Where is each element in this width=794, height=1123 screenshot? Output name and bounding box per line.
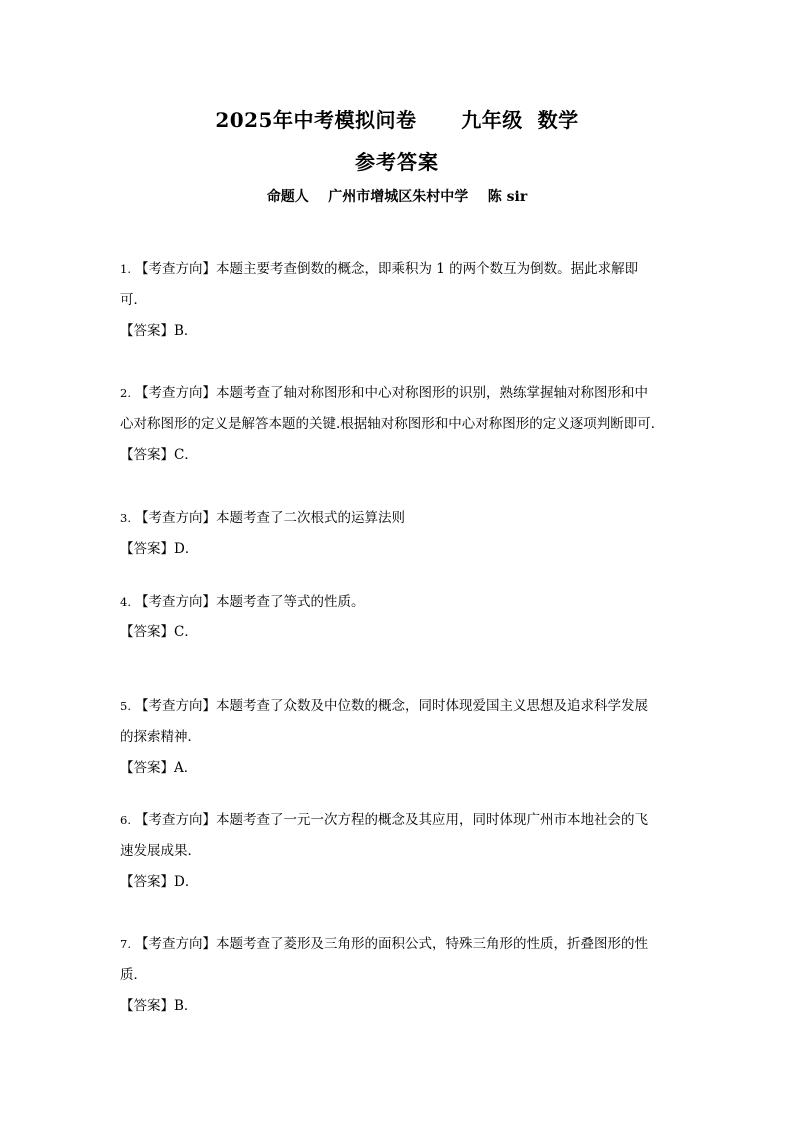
answer-value: B．: [174, 323, 198, 339]
page-title: 2025年中考模拟问卷 九年级 数学: [215, 108, 579, 132]
question-3-direction: [120, 508, 405, 528]
question-7-direction: [120, 934, 648, 954]
question-1-direction: [120, 259, 638, 279]
direction-text: 本题考查了二次根式的运算法则: [215, 510, 405, 526]
direction-label: 【考查方向】: [134, 936, 216, 952]
direction-label: 【考查方向】: [134, 812, 216, 828]
question-number: 6.: [120, 813, 131, 827]
answer-label: 【答案】: [120, 998, 174, 1014]
direction-text: 本题考查了一元一次方程的概念及其应用，同时体现广州市本地社会的飞: [215, 812, 648, 828]
question-number: 4.: [120, 595, 131, 609]
direction-text: 本题主要考查倒数的概念，即乘积为 1 的两个数互为倒数。据此求解即: [215, 261, 639, 277]
question-2-answer: [120, 445, 198, 465]
answer-label: 【答案】: [120, 541, 174, 557]
question-number: 1.: [120, 262, 131, 276]
question-number: 2.: [120, 386, 131, 400]
question-1-continuation: 可．: [120, 292, 147, 308]
direction-text: 本题考查了轴对称图形和中心对称图形的识别，熟练掌握轴对称图形和中: [215, 385, 648, 401]
question-7-continuation: 质．: [120, 967, 147, 983]
question-number: 5.: [120, 699, 131, 713]
question-6-direction: [120, 810, 648, 830]
question-4-direction: [120, 592, 364, 612]
direction-label: 【考查方向】: [134, 385, 216, 401]
answer-label: 【答案】: [120, 323, 174, 339]
direction-text: 本题考查了菱形及三角形的面积公式，特殊三角形的性质，折叠图形的性: [215, 936, 648, 952]
direction-label: 【考查方向】: [134, 261, 216, 277]
question-6-answer: [120, 872, 198, 892]
answer-value: D．: [174, 541, 199, 557]
direction-text: 本题考查了等式的性质。: [215, 594, 365, 610]
question-5-answer: [120, 758, 197, 778]
question-1-answer: [120, 321, 197, 341]
question-4-answer: [120, 622, 198, 642]
answer-value: C．: [174, 447, 198, 463]
answer-label: 【答案】: [120, 874, 174, 890]
question-2-continuation: 心对称图形的定义是解答本题的关键.根据轴对称图形和中心对称图形的定义逐项判断即可．: [120, 416, 665, 432]
question-7-answer: [120, 996, 197, 1016]
direction-label: 【考查方向】: [134, 594, 216, 610]
question-number: 7.: [120, 937, 131, 951]
question-3-answer: [120, 539, 198, 559]
page-subtitle: 参考答案: [355, 150, 439, 174]
answer-label: 【答案】: [120, 624, 174, 640]
question-6-continuation: 速发展成果．: [120, 843, 201, 859]
answer-value: B．: [174, 998, 198, 1014]
answer-value: A．: [174, 760, 198, 776]
answer-label: 【答案】: [120, 447, 174, 463]
answer-value: C．: [174, 624, 198, 640]
author-line: 命题人 广州市增城区朱村中学 陈 sir: [266, 189, 528, 205]
direction-text: 本题考查了众数及中位数的概念，同时体现爱国主义思想及追求科学发展: [215, 698, 648, 714]
question-number: 3.: [120, 511, 131, 525]
direction-label: 【考查方向】: [134, 698, 216, 714]
answer-label: 【答案】: [120, 760, 174, 776]
answer-value: D．: [174, 874, 199, 890]
question-5-continuation: 的探索精神．: [120, 729, 201, 745]
question-2-direction: [120, 383, 648, 403]
direction-label: 【考查方向】: [134, 510, 216, 526]
question-5-direction: [120, 696, 648, 716]
